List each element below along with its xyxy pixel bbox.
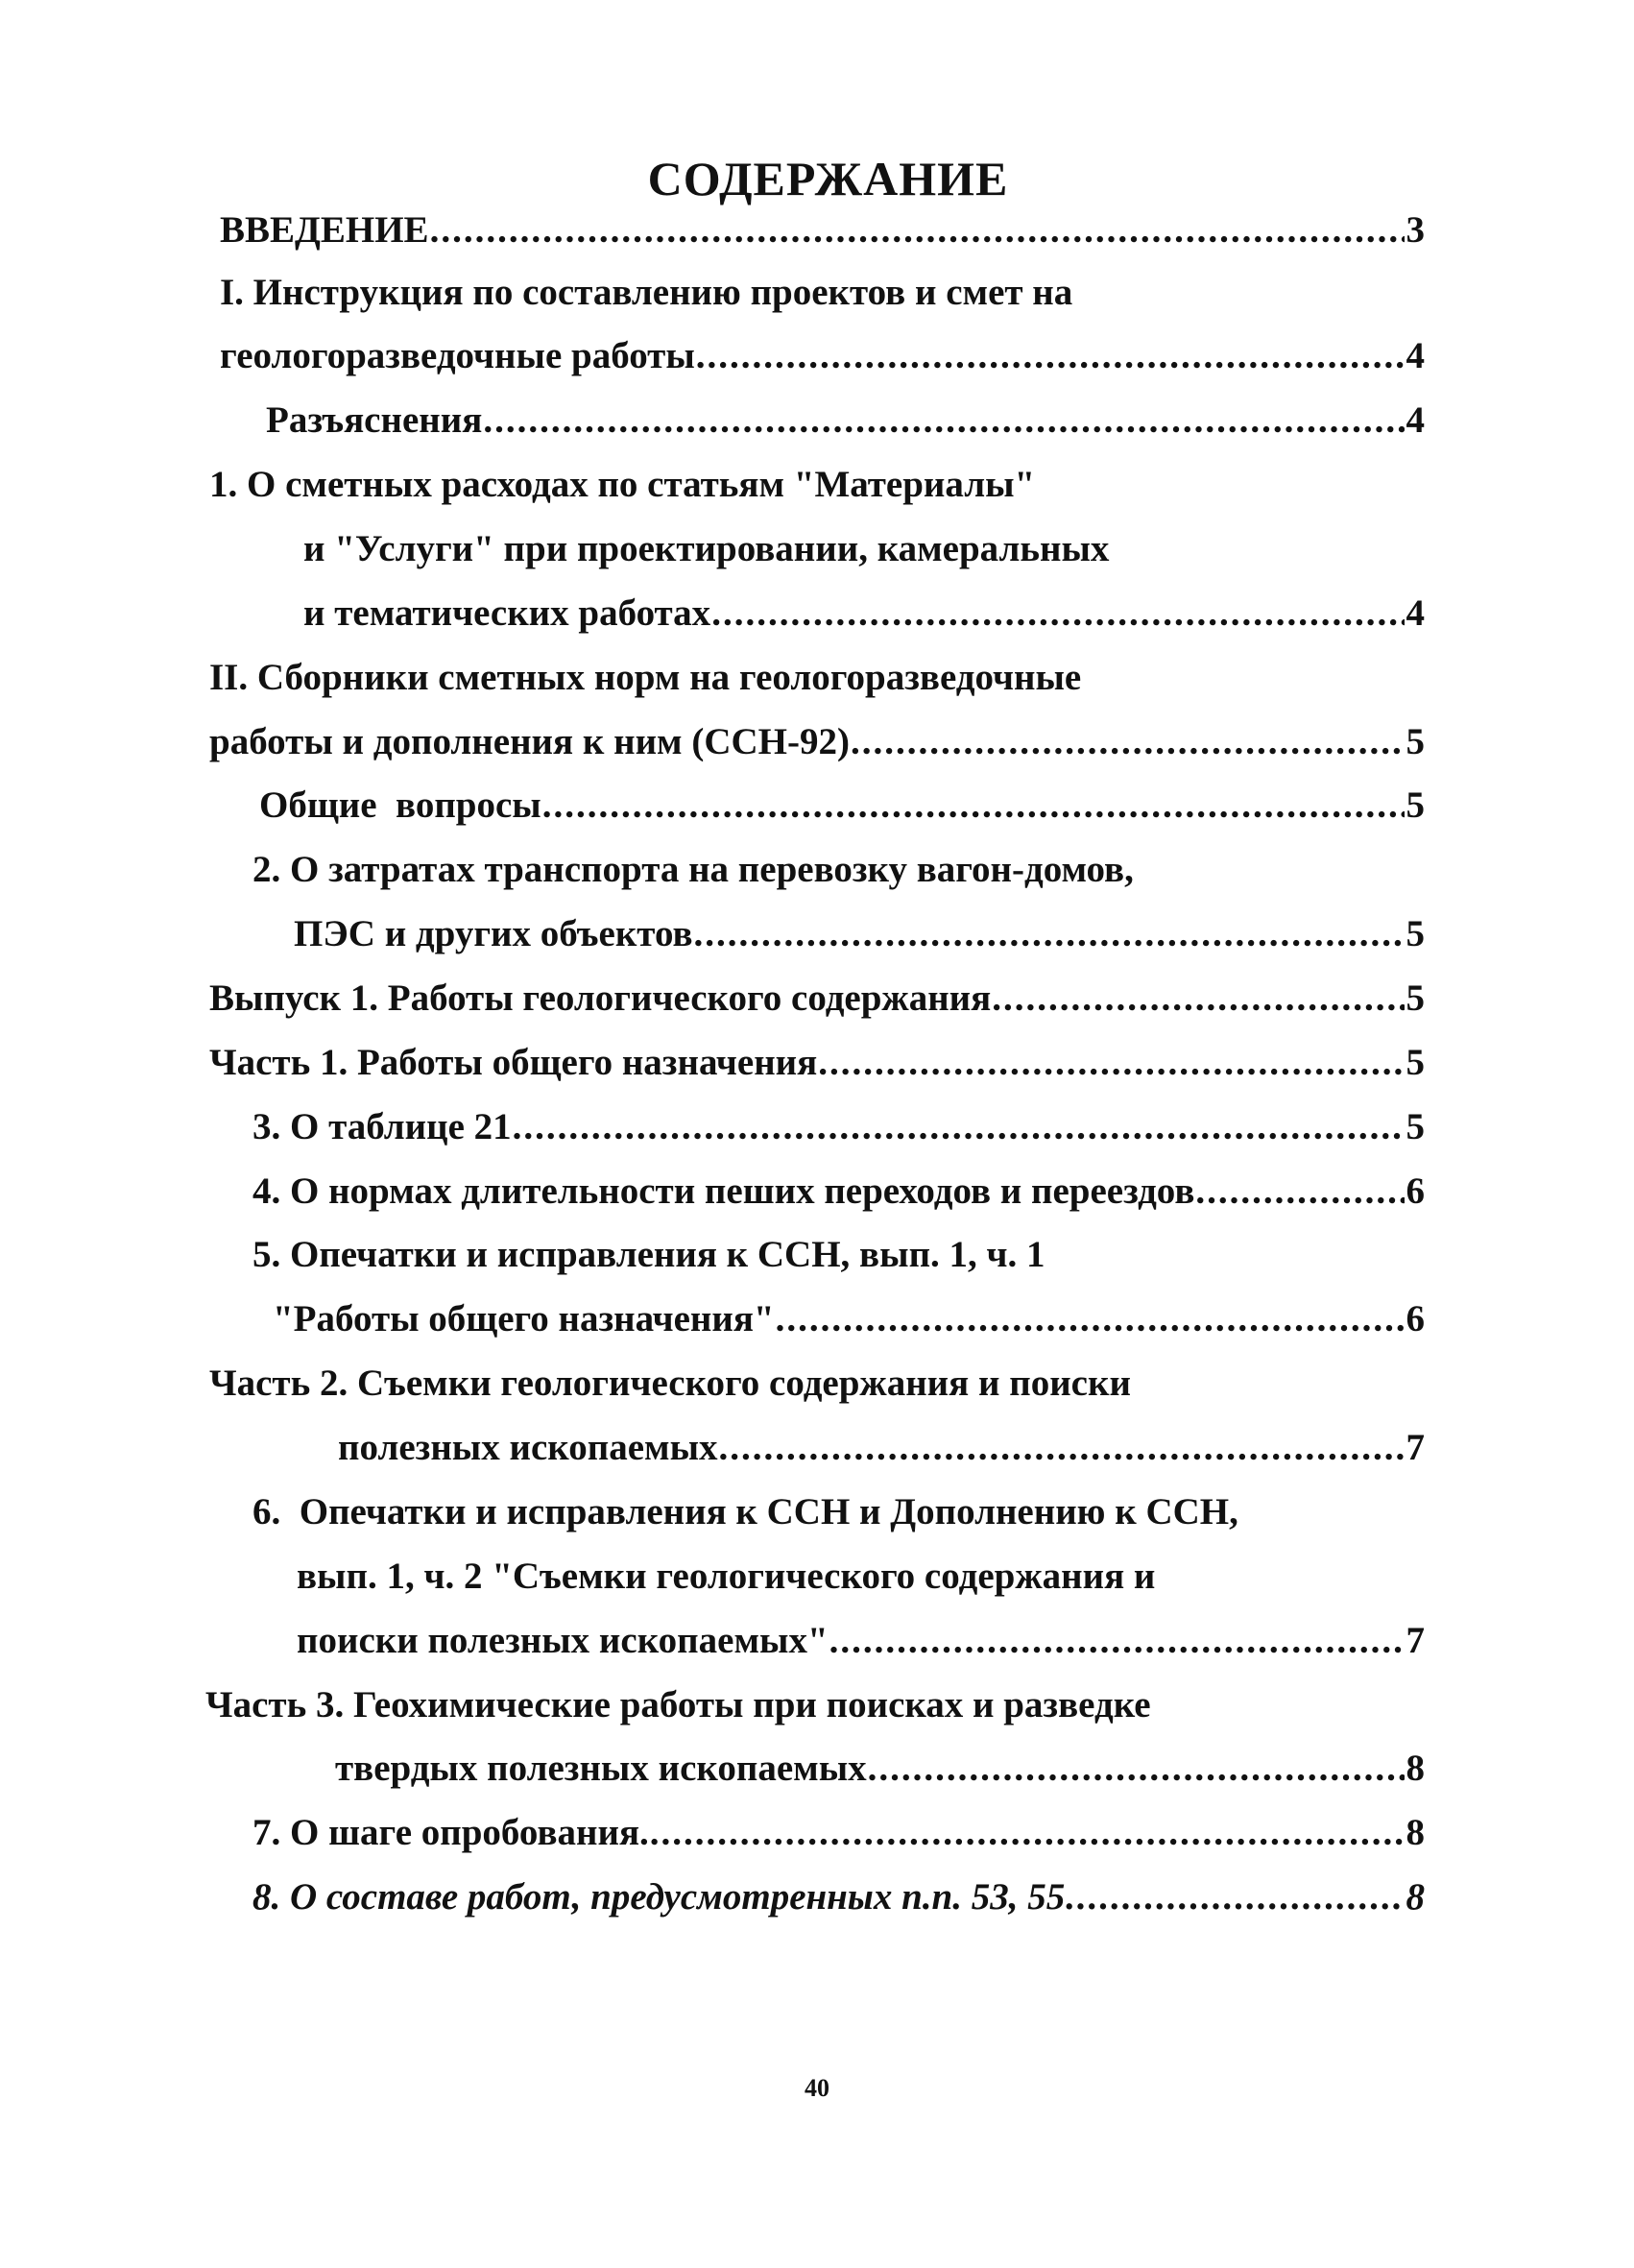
toc-entry-text: поиски полезных ископаемых"	[297, 1620, 829, 1661]
toc-entry-text: Разъяснения	[266, 399, 483, 441]
toc-page-number: 6	[1406, 1170, 1425, 1212]
toc-entry-text: полезных ископаемых	[338, 1427, 718, 1468]
toc-page-number: 4	[1406, 335, 1425, 376]
toc-entry-text: твердых полезных ископаемых	[335, 1748, 867, 1789]
dot-leader	[650, 1810, 1405, 1856]
toc-entry-section-2-line1[interactable]: II. Сборники сметных норм на геологоразведочные	[209, 657, 1082, 698]
toc-page-number: 8	[1406, 1748, 1425, 1789]
toc-entry-part-2[interactable]	[338, 1425, 1425, 1471]
toc-entry-text: 8. О составе работ, предусмотренных п.п. 53, 55	[252, 1876, 1066, 1918]
dot-leader	[711, 591, 1404, 637]
dot-leader	[696, 333, 1405, 379]
toc-page-number: 5	[1406, 977, 1425, 1019]
toc-entry-text: и тематических работах	[303, 592, 711, 634]
toc-entry-text: геологоразведочные работы	[220, 335, 695, 376]
toc-entry-text: 4. О нормах длительности пеших переходов и переездов	[252, 1170, 1195, 1212]
toc-entry-issue-1[interactable]	[209, 976, 1425, 1022]
dot-leader	[868, 1746, 1405, 1792]
toc-entry-item-2-line1[interactable]: 2. О затратах транспорта на перевозку вагон-домов,	[252, 849, 1134, 890]
toc-entry-item-6-line1[interactable]: 6. Опечатки и исправления к ССН и Дополнению к ССН,	[252, 1491, 1238, 1532]
toc-entry-item-6[interactable]	[297, 1618, 1425, 1664]
toc-entry-part-1[interactable]	[209, 1040, 1425, 1086]
toc-entry-text: работы и дополнения к ним (ССН-92)	[209, 721, 850, 762]
toc-entry-section-2[interactable]	[209, 719, 1425, 765]
toc-entry-item-5[interactable]	[273, 1296, 1425, 1342]
toc-entry-item-6-line2[interactable]: вып. 1, ч. 2 "Съемки геологического содержания и	[297, 1556, 1156, 1597]
dot-leader	[719, 1425, 1405, 1471]
toc-page-number: 7	[1406, 1620, 1425, 1661]
dot-leader	[542, 783, 1405, 829]
dot-leader	[513, 1104, 1405, 1150]
toc-entry-text: "Работы общего назначения"	[273, 1298, 775, 1339]
toc-page-number: 5	[1406, 1106, 1425, 1147]
dot-leader	[694, 911, 1405, 957]
toc-entry-section-1[interactable]	[220, 333, 1425, 379]
dot-leader	[818, 1040, 1404, 1086]
toc-entry-part-3-line1[interactable]: Часть 3. Геохимические работы при поисках и разведке	[205, 1684, 1151, 1725]
toc-entry-item-8[interactable]	[252, 1874, 1425, 1920]
toc-page-number: 5	[1406, 721, 1425, 762]
toc-page-number: 4	[1406, 592, 1425, 634]
toc-page-number: 3	[1406, 209, 1425, 251]
toc-entry-item-7[interactable]	[252, 1810, 1425, 1856]
toc-entry-part-2-line1[interactable]: Часть 2. Съемки геологического содержания и поиски	[209, 1363, 1131, 1404]
toc-entry-part-3[interactable]	[335, 1746, 1425, 1792]
toc-page-number: 8	[1406, 1876, 1425, 1918]
toc-entry-text: ВВЕДЕНИЕ	[220, 209, 429, 251]
toc-page-number: 5	[1406, 784, 1425, 826]
page-number: 40	[805, 2074, 829, 2102]
dot-leader	[829, 1618, 1405, 1664]
toc-page-number: 8	[1406, 1812, 1425, 1853]
dot-leader	[776, 1296, 1405, 1342]
toc-entry-item-5-line1[interactable]: 5. Опечатки и исправления к ССН, вып. 1, ч. 1	[252, 1234, 1045, 1275]
page-title: СОДЕРЖАНИЕ	[647, 152, 1009, 205]
toc-entry-item-1-line2[interactable]: и "Услуги" при проектировании, камеральных	[303, 528, 1110, 569]
dot-leader	[483, 398, 1404, 444]
toc-entry-text: Выпуск 1. Работы геологического содержания	[209, 977, 992, 1019]
dot-leader	[430, 207, 1405, 253]
toc-entry-text: 7. О шаге опробования.	[252, 1812, 649, 1853]
toc-entry-section-1-line1[interactable]: I. Инструкция по составлению проектов и смет на	[220, 272, 1073, 313]
toc-entry-item-3[interactable]	[252, 1104, 1425, 1150]
toc-page-number: 6	[1406, 1298, 1425, 1339]
toc-page-number: 4	[1406, 399, 1425, 441]
toc-entry-item-4[interactable]	[252, 1169, 1425, 1215]
toc-entry-item-1-line1[interactable]: 1. О сметных расходах по статьям "Материалы"	[209, 464, 1036, 505]
toc-entry-text: Часть 1. Работы общего назначения	[209, 1042, 818, 1083]
dot-leader	[1066, 1874, 1404, 1920]
toc-entry-item-1[interactable]	[303, 591, 1425, 637]
toc-entry-text: ПЭС и других объектов	[294, 913, 693, 954]
dot-leader	[992, 976, 1404, 1022]
toc-page-number: 5	[1406, 913, 1425, 954]
toc-entry-explanations[interactable]	[266, 398, 1425, 444]
toc-page-number: 5	[1406, 1042, 1425, 1083]
toc-entry-item-2[interactable]	[294, 911, 1425, 957]
toc-entry-text: 3. О таблице 21	[252, 1106, 512, 1147]
toc-page-number: 7	[1406, 1427, 1425, 1468]
dot-leader	[1195, 1169, 1404, 1215]
toc-entry-introduction[interactable]	[220, 207, 1425, 253]
toc-entry-general-questions[interactable]	[259, 783, 1425, 829]
toc-entry-text: Общие вопросы	[259, 784, 541, 826]
dot-leader	[851, 719, 1405, 765]
